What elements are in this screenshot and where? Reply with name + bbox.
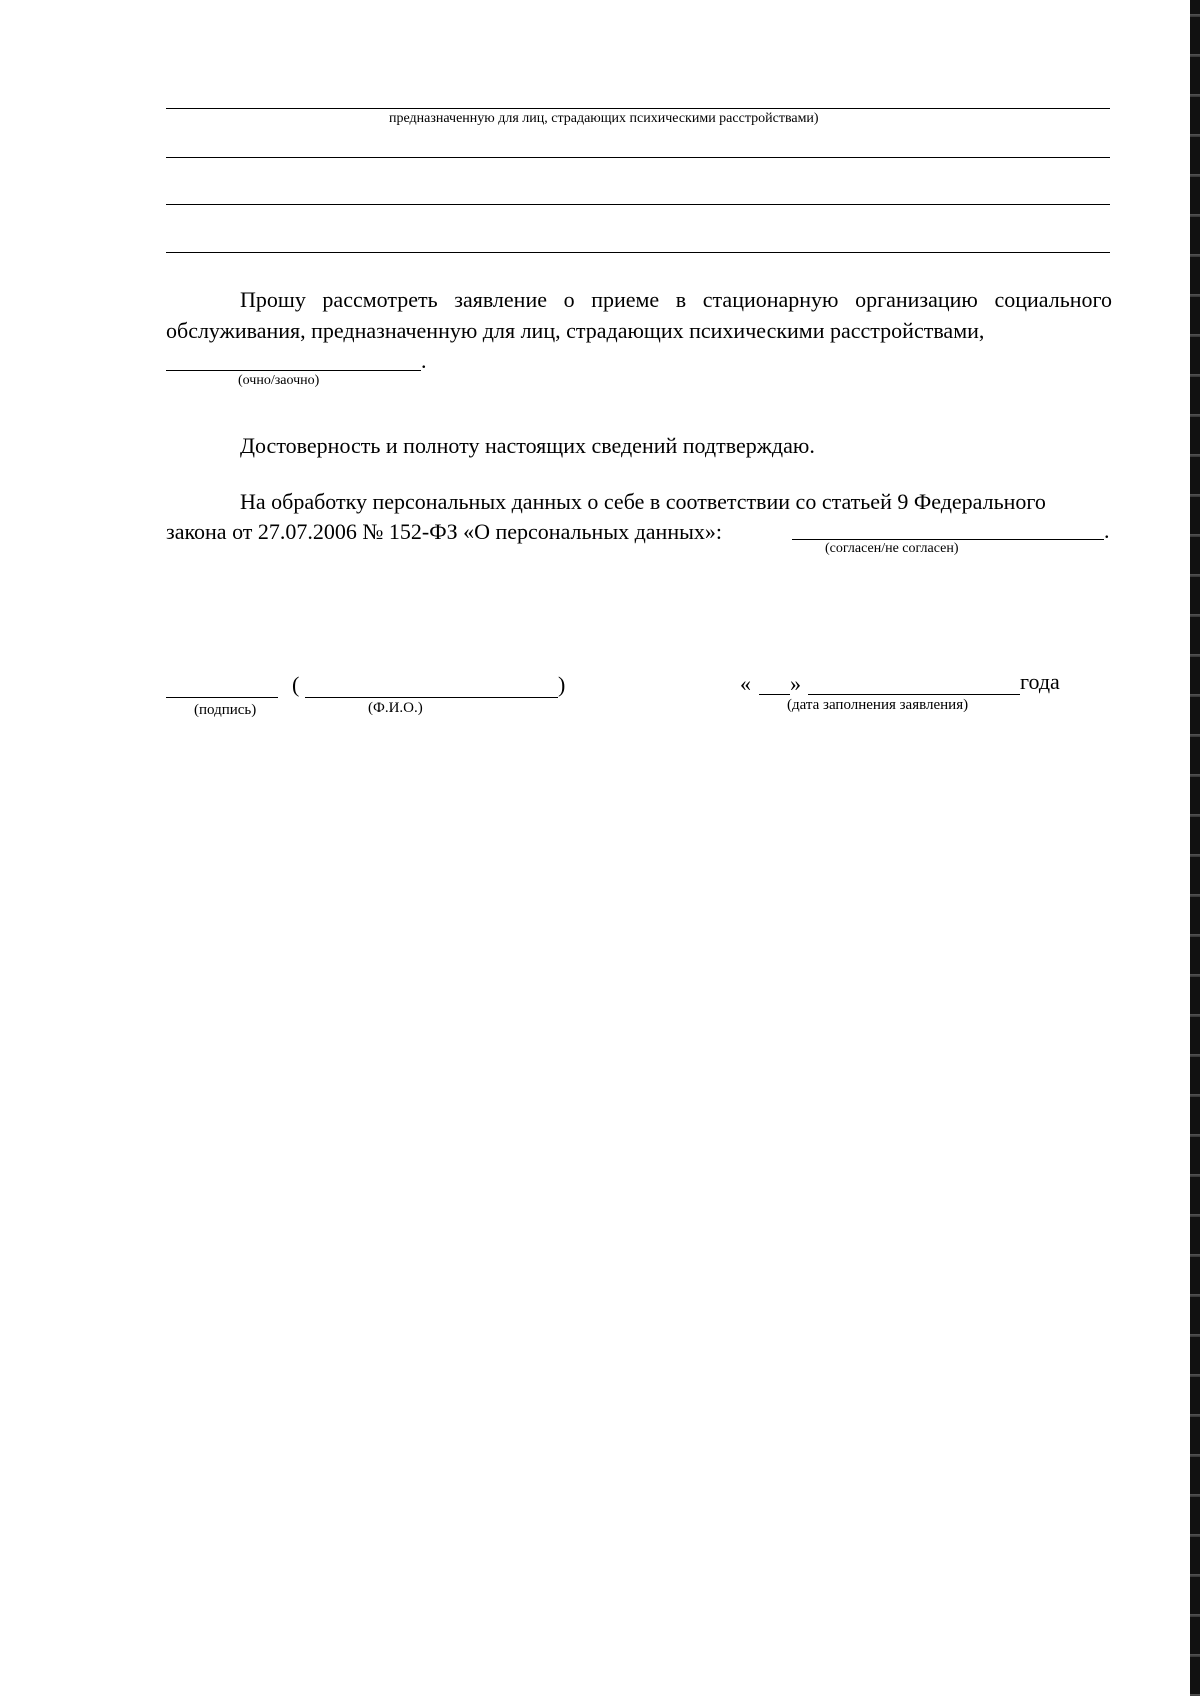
request-paragraph [166, 284, 1112, 346]
name-line[interactable] [305, 697, 558, 698]
form-line-2[interactable] [166, 157, 1110, 158]
form-line-4[interactable] [166, 252, 1110, 253]
signature-caption: (подпись) [194, 702, 257, 718]
name-caption: (Ф.И.О.) [368, 700, 423, 716]
confirm-text: Достоверность и полноту настоящих сведений подтверждаю. [240, 433, 815, 458]
consent-line-2: закона от 27.07.2006 № 152-ФЗ «О персональных данных»: [166, 519, 722, 544]
request-text: Прошу рассмотреть заявление о приеме в стационарную организацию социального обслуживания, предназначенную для лиц, страдающих психическими расстройствами, [166, 287, 1112, 343]
consent-line-1: На обработку персональных данных о себе в соответствии со статьей 9 Федерального [240, 489, 1046, 514]
date-day-line[interactable] [759, 694, 790, 695]
scan-edge [1190, 0, 1200, 1696]
mode-field-punct: . [421, 348, 427, 373]
date-quote-close: » [790, 671, 801, 696]
signature-line[interactable] [166, 697, 278, 698]
date-year-word: года [1020, 669, 1060, 694]
form-line-3[interactable] [166, 204, 1110, 205]
date-month-line[interactable] [808, 694, 1020, 695]
consent-field-line[interactable] [792, 539, 1104, 540]
date-caption: (дата заполнения заявления) [787, 697, 969, 713]
field-caption-top: предназначенную для лиц, страдающих психическими расстройствами) [389, 111, 819, 126]
consent-field-punct: . [1104, 518, 1110, 543]
mode-field-caption: (очно/заочно) [238, 373, 320, 388]
date-quote-open: « [740, 671, 751, 696]
name-open-paren: ( [292, 672, 300, 697]
mode-field-line[interactable] [166, 370, 421, 371]
form-line-1[interactable] [166, 108, 1110, 109]
name-close-paren: ) [558, 672, 566, 697]
consent-field-caption: (согласен/не согласен) [825, 541, 959, 556]
